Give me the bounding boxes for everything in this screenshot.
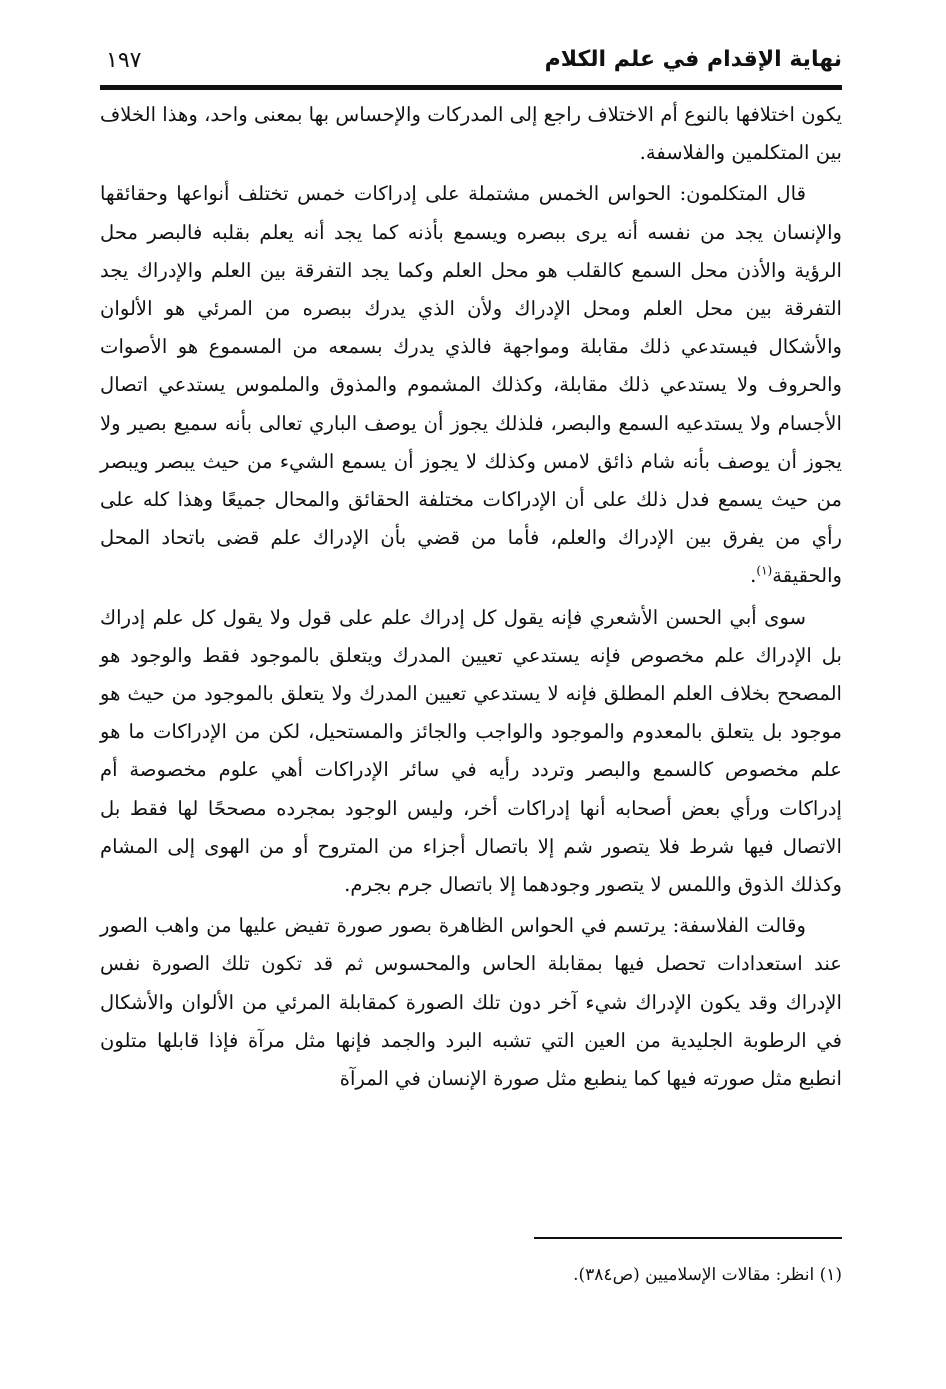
book-title: نهاية الإقدام في علم الكلام — [544, 47, 842, 72]
paragraph-2-text: قال المتكلمون: الحواس الخمس مشتملة على إدراكات خمس تختلف أنواعها وحقائقها والإنسان يجد من نفسه أنه يرى ببصره ويسمع بأذنه كما يجد أنه يعلم بقلبه فالبصر محل الرؤية والأذن محل السمع كالقلب هو محل العلم وكما يجد التفرقة بين العلم والإدراك يجد التفرقة بين محل العلم ومحل الإدراك ولأن الذي يدرك ببصره من المرئي هو الألوان والأشكال فيستدعي ذلك مقابلة ومواجهة فالذي يدرك بسمعه من المسموع هو الأصوات والحروف ولا يستدعي ذلك مقابلة، وكذلك المشموم والمذوق والملموس يستدعي اتصال الأجسام ولا يستدعيه السمع والبصر، فلذلك يجوز أن يوصف الباري تعالى بأنه سميع بصير ولا يجوز أن يوصف بأنه شام ذائق لامس وكذلك لا يجوز أن يسمع الشيء من حيث يبصر ويبصر من حيث يسمع فدل ذلك على أن الإدراكات مختلفة الحقائق والمحال جميعًا وهذا كله على رأي من يفرق بين الإدراك والعلم، فأما من قضي بأن الإدراك علم قضى باتحاد المحل والحقيقة — [100, 182, 843, 588]
footnote: (١) انظر: مقالات الإسلاميين (ص٣٨٤). — [573, 1265, 842, 1285]
paragraph-2 — [100, 175, 842, 595]
running-header — [100, 44, 842, 84]
paragraph-1: يكون اختلافها بالنوع أم الاختلاف راجع إلى المدركات والإحساس بها بمعنى واحد، وهذا الخلاف بين المتكلمين والفلاسفة. — [100, 103, 842, 165]
page-number: ١٩٧ — [106, 48, 142, 73]
paragraph-4: وقالت الفلاسفة: يرتسم في الحواس الظاهرة بصور صورة تفيض عليها من واهب الصور عند استعدادات تحصل فيها بمقابلة الحاس والمحسوس ثم قد تكون تلك الصورة نفس الإدراك وقد يكون الإدراك شيء آخر دون تلك الصورة كمقابلة المرئي من الألوان والأشكال في الرطوبة الجليدية من العين التي تشبه البرد والجمد فإنها مثل مرآة فإذا قابلها متلون انطبع مثل صورته فيها كما ينطبع مثل صورة الإنسان في المرآة — [100, 914, 842, 1091]
paragraph-2-end: . — [750, 564, 757, 588]
header-rule — [100, 85, 842, 90]
footnote-marker: (١) — [756, 563, 773, 578]
footnote-rule — [534, 1237, 842, 1239]
paragraph-3: سوى أبي الحسن الأشعري فإنه يقول كل إدراك علم على قول ولا يقول كل علم إدراك بل الإدراك علم مخصوص فإنه يستدعي تعيين المدرك ويتعلق بالموجود فقط والوجود هو المصحح بخلاف العلم المطلق فإنه لا يستدعي تعيين المدرك ولا يتعلق بالموجود من حيث هو موجود بل يتعلق بالمعدوم والموجود والواجب والجائز والمستحيل، لكن من الإدراكات ما هو علم مخصوص كالسمع والبصر وتردد رأيه في سائر الإدراكات أهي علوم مخصوصة أم إدراكات ورأي بعض أصحابه أنها إدراكات أخر، وليس الوجود بمجرده مصححًا لها فقط بل الاتصال فيها شرط فلا يتصور شم إلا باتصال أجزاء من المتروح أو من الهوى إلى المشام وكذلك الذوق واللمس لا يتصور وجودهما إلا باتصال جرم بجرم. — [100, 605, 842, 897]
body-text — [100, 96, 842, 1098]
